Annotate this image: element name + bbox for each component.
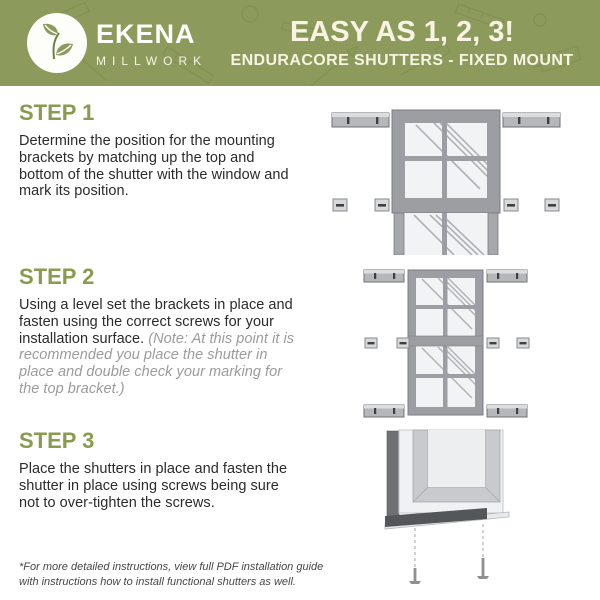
step2-note: (Note: At this point it is recommended you place the shutter in place and double check your marking for the top bracket.): [19, 330, 295, 397]
step2-body-text: Using a level set the brackets in place and fasten using the correct screws for your installation surface.: [19, 297, 293, 347]
shutter-panel: [399, 430, 503, 513]
window-lower-sash: [394, 213, 498, 255]
brand-subname: MILLWORK: [96, 54, 208, 68]
step1-body-text: Determine the position for the mounting brackets by matching up the top and bottom of the shutter with the window and mark its position.: [19, 133, 289, 200]
top-bracket-rail-right: [503, 113, 560, 127]
window-full: [408, 270, 498, 415]
mounting-bracket-dark: [387, 431, 399, 523]
bottom-bracket-rail-right: [487, 405, 527, 417]
top-bracket-rail-right: [487, 270, 527, 282]
step1-body: [19, 133, 303, 200]
step3-body: [19, 461, 303, 511]
step3-body-text: Place the shutters in place and fasten the shutter in place using screws being sure not to over-tighten the screws.: [19, 461, 288, 511]
step3-illustration: [383, 428, 513, 586]
step3-heading: STEP 3: [19, 428, 95, 453]
step2-heading: STEP 2: [19, 264, 95, 289]
step2-illustration: [360, 262, 530, 420]
bottom-bracket-rail-left: [364, 405, 404, 417]
leaf-icon: [27, 13, 87, 73]
step3-section: [19, 428, 303, 511]
step2-body: [19, 297, 303, 398]
step1-section: [19, 100, 303, 200]
brand-logo: [27, 13, 87, 73]
step1-heading: STEP 1: [19, 100, 95, 125]
brand-block: [96, 19, 207, 68]
screw-right: [477, 524, 489, 579]
screw-left: [409, 528, 421, 584]
step2-section: [19, 264, 303, 398]
step1-illustration: [330, 103, 562, 255]
window-upper-sash: [392, 110, 512, 213]
top-bracket-rail-left: [364, 270, 404, 282]
header-banner: [0, 0, 600, 86]
footer-disclaimer: *For more detailed instructions, view full PDF installation guide with instructions how to install functional shutters as well.: [19, 561, 324, 588]
header-subtitle: ENDURACORE SHUTTERS - FIXED MOUNT: [230, 52, 574, 69]
header-title: EASY AS 1, 2, 3!: [289, 16, 515, 48]
brand-name: EKENA: [96, 19, 196, 49]
top-bracket-rail-left: [332, 113, 389, 127]
header-titles: [222, 16, 582, 70]
